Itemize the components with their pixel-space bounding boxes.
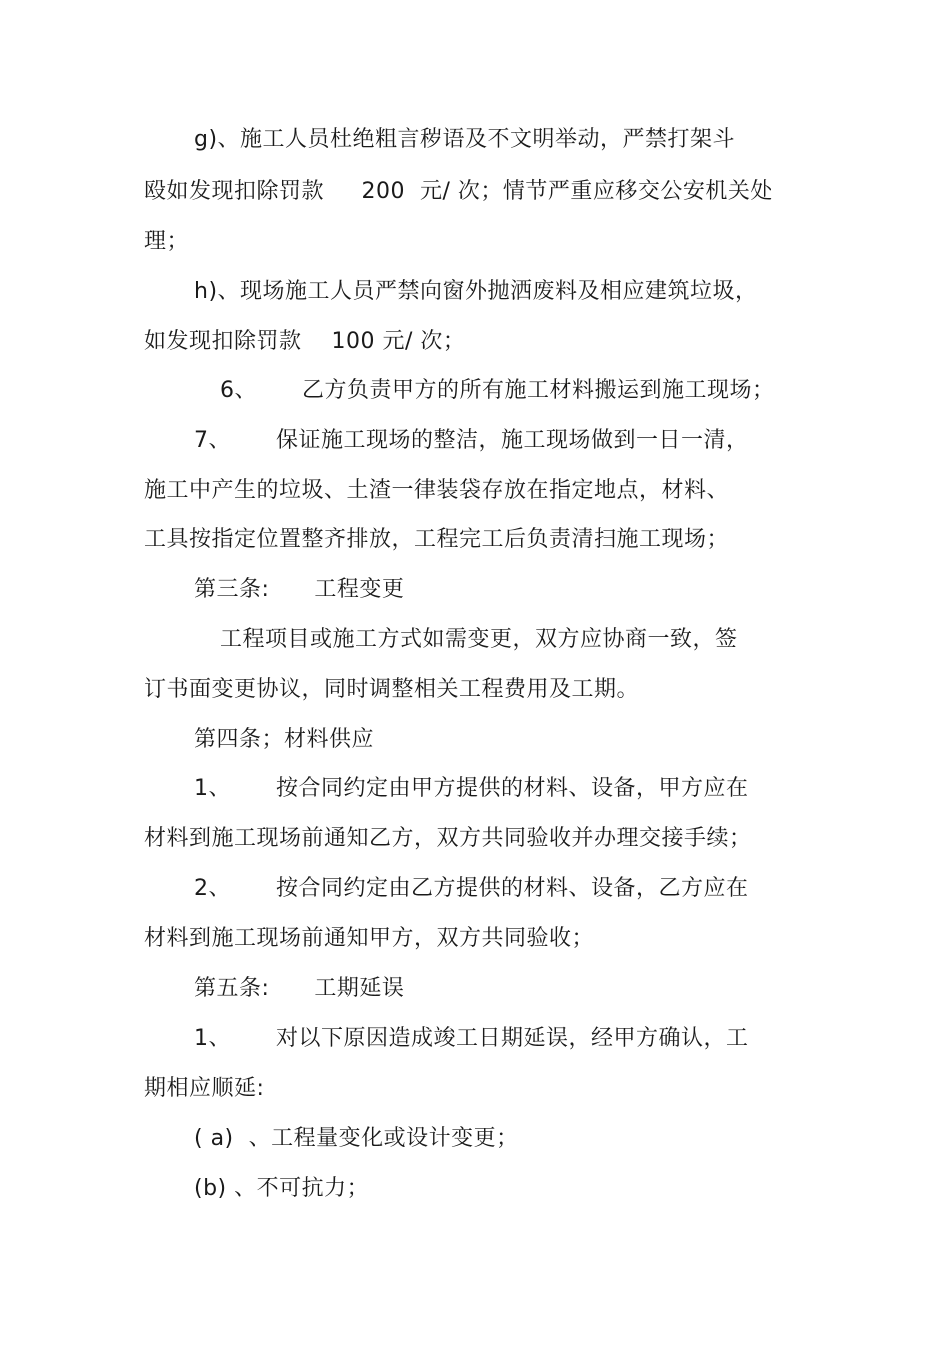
- text-line: 工具按指定位置整齐排放，工程完工后负责清扫施工现场；: [144, 527, 730, 552]
- text-line: 7、 保证施工现场的整洁，施工现场做到一日一清，: [194, 428, 749, 453]
- text-line: 2、 按合同约定由乙方提供的材料、设备，乙方应在: [194, 876, 749, 901]
- text-line: 殴如发现扣除罚款 200 元/ 次；情节严重应移交公安机关处: [144, 179, 773, 204]
- text-line: 材料到施工现场前通知甲方，双方共同验收；: [144, 926, 595, 951]
- text-line: 1、 对以下原因造成竣工日期延误，经甲方确认，工: [194, 1026, 749, 1051]
- text-line: 施工中产生的垃圾、土渣一律装袋存放在指定地点，材料、: [144, 478, 730, 503]
- text-line: (b) 、不可抗力；: [194, 1176, 370, 1201]
- text-line: 材料到施工现场前通知乙方，双方共同验收并办理交接手续；: [144, 826, 752, 851]
- text-line: 1、 按合同约定由甲方提供的材料、设备，甲方应在: [194, 776, 749, 801]
- text-line: ( a) 、工程量变化或设计变更；: [194, 1126, 519, 1151]
- text-line: 工程项目或施工方式如需变更，双方应协商一致，签: [220, 627, 738, 652]
- section-heading: 第四条；材料供应: [194, 727, 375, 752]
- text-line: 如发现扣除罚款 100 元/ 次；: [144, 329, 466, 354]
- text-line: 期相应顺延:: [144, 1076, 265, 1101]
- text-line: h)、现场施工人员严禁向窗外抛洒废料及相应建筑垃圾，: [194, 279, 758, 304]
- section-heading: 第三条: 工程变更: [194, 577, 405, 602]
- text-line: 理；: [144, 229, 190, 254]
- text-line: 订书面变更协议，同时调整相关工程费用及工期。: [144, 677, 640, 702]
- section-heading: 第五条: 工期延误: [194, 976, 405, 1001]
- text-line: g)、施工人员杜绝粗言秽语及不文明举动，严禁打架斗: [194, 127, 736, 152]
- text-line: 6、 乙方负责甲方的所有施工材料搬运到施工现场；: [220, 378, 775, 403]
